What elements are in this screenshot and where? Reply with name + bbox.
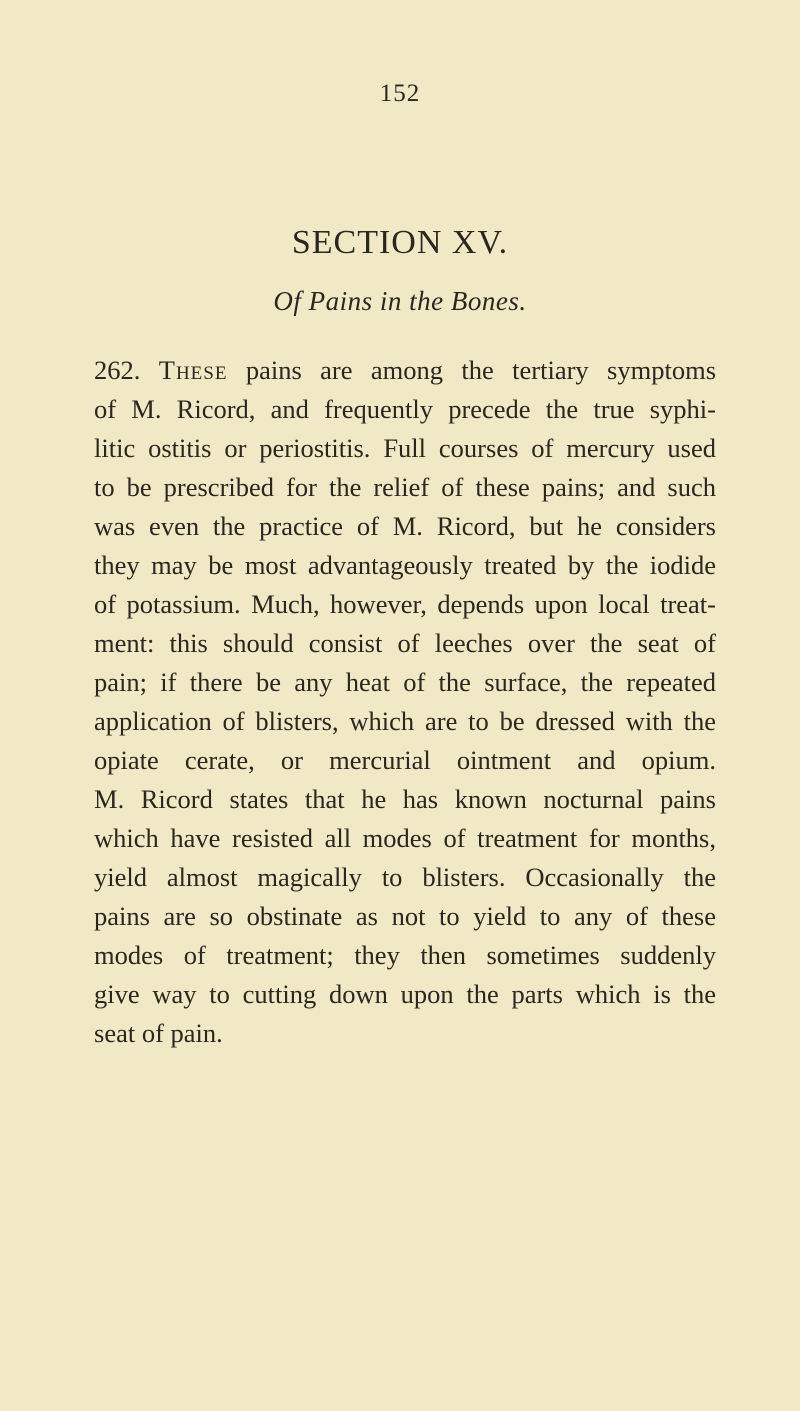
section-subtitle: Of Pains in the Bones. xyxy=(273,286,527,316)
paragraph-line: was even the practice of M. Ricord, but he considers xyxy=(94,511,716,541)
paragraph-262 xyxy=(94,351,716,1053)
paragraph-line: of M. Ricord, and frequently precede the true syphi- xyxy=(94,394,716,424)
paragraph-line: opiate cerate, or mercurial ointment and opium. xyxy=(94,745,716,775)
paragraph-line: litic ostitis or periostitis. Full courses of mercury used xyxy=(94,433,716,463)
paragraph-line: ment: this should consist of leeches over the seat of xyxy=(94,628,716,658)
paragraph-line: pains are so obstinate as not to yield to any of these xyxy=(94,901,716,931)
paragraph-line: seat of pain. xyxy=(94,1018,223,1048)
paragraph-line: give way to cutting down upon the parts which is the xyxy=(94,979,716,1009)
paragraph-line: pain; if there be any heat of the surface, the repeated xyxy=(94,667,716,697)
section-title: SECTION XV. xyxy=(291,224,509,261)
paragraph-line: yield almost magically to blisters. Occasionally the xyxy=(94,862,716,892)
paragraph-line: 262. These pains are among the tertiary symptoms xyxy=(94,355,717,385)
paragraph-line: of potassium. Much, however, depends upon local treat- xyxy=(94,589,716,619)
page-number: 152 xyxy=(379,80,421,107)
paragraph-line: application of blisters, which are to be dressed with the xyxy=(94,706,716,736)
paragraph-line: to be prescribed for the relief of these pains; and such xyxy=(94,472,716,502)
paragraph-line: they may be most advantageously treated by the iodide xyxy=(94,550,716,580)
paragraph-line: which have resisted all modes of treatment for months, xyxy=(94,823,716,853)
paragraph-line: M. Ricord states that he has known nocturnal pains xyxy=(94,784,716,814)
paragraph-line: modes of treatment; they then sometimes suddenly xyxy=(94,940,716,970)
